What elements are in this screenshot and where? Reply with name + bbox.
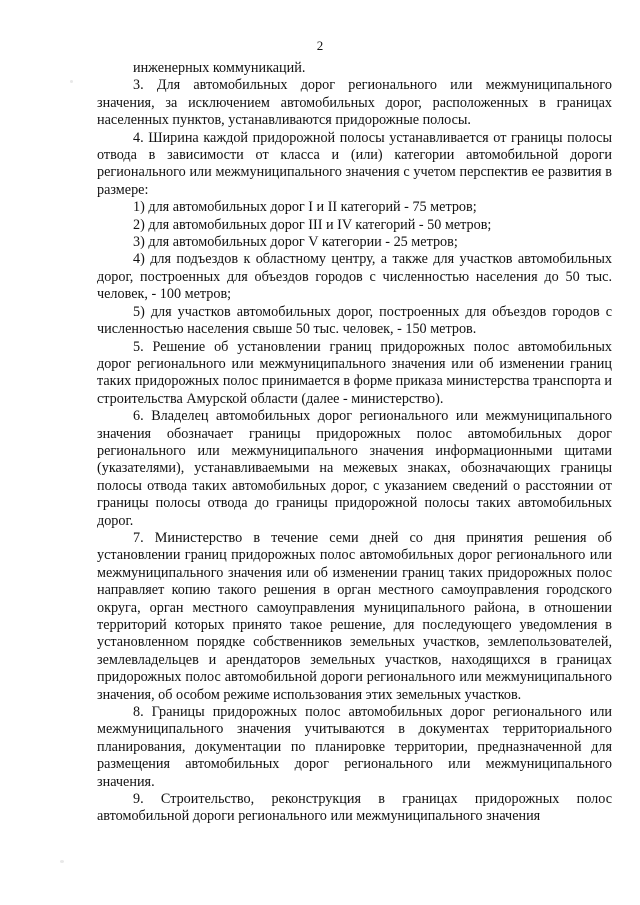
scan-speck — [60, 860, 64, 863]
paragraph-3: 3. Для автомобильных дорог регионального или межмуниципального значения, за исключением автомобильных дорог, расположенных в границах населенных пунктов, устанавливаются придорожные полосы. — [97, 77, 612, 129]
list-item-5: 5) для участков автомобильных дорог, построенных для объездов городов с численностью населения свыше 50 тыс. человек, - 150 метров. — [97, 303, 612, 338]
paragraph-5: 5. Решение об установлении границ придорожных полос автомобильных дорог регионального или межмуниципального значения или об изменении границ таких придорожных полос принимается в форме приказа министерства транспорта и строительства Амурской области (далее - министерство). — [97, 338, 612, 407]
paragraph-4: 4. Ширина каждой придорожной полосы устанавливается от границы полосы отвода в зависимости от класса и (или) категории автомобильной дороги регионального или межмуниципального значения с учетом перспектив ее развития в размере: — [97, 129, 612, 198]
paragraph-6: 6. Владелец автомобильных дорог регионального или межмуниципального значения обозначает границы придорожных полос автомобильных дорог регионального или межмуниципального значения информационными щитами (указателями), устанавливаемыми на межевых знаках, обозначающих границы полосы отвода таких автомобильных дорог, с указанием сведений о расстоянии от границы полосы отвода до границы придорожной полосы таких автомобильных дорог. — [97, 408, 612, 529]
page-number: 2 — [316, 38, 324, 53]
paragraph-7: 7. Министерство в течение семи дней со дня принятия решения об установлении границ придорожных полос автомобильных дорог регионального или межмуниципального значения или об изменении границ таких придорожных полос направляет копию такого решения в орган местного самоуправления городского округа, орган местного самоуправления муниципального района, в отношении территорий которых принято такое решение, для последующего уведомления в установленном порядке собственников земельных участков, землепользователей, землевладельцев и арендаторов земельных участков, находящихся в границах придорожных полос автомобильной дороги регионального или межмуниципального значения, об особом режиме использования этих земельных участков. — [97, 529, 612, 703]
document-body — [97, 60, 612, 826]
paragraph-continuation: инженерных коммуникаций. — [133, 60, 306, 76]
paragraph-9: 9. Строительство, реконструкция в границах придорожных полос автомобильной дороги регионального или межмуниципального значения — [97, 791, 612, 825]
scan-speck — [70, 80, 73, 83]
list-item-2: 2) для автомобильных дорог III и IV категорий - 50 метров; — [133, 216, 492, 233]
list-item-3: 3) для автомобильных дорог V категории - 25 метров; — [133, 234, 458, 251]
list-item-4: 4) для подъездов к областному центру, а также для участков автомобильных дорог, построенных для объездов городов с численностью населения до 50 тыс. человек, - 100 метров; — [97, 251, 612, 303]
paragraph-8: 8. Границы придорожных полос автомобильных дорог регионального или межмуниципального значения учитываются в документах территориального планирования, документации по планировке территории, предназначенной для размещения автомобильных дорог регионального или межмуниципального значения. — [97, 704, 612, 790]
list-item-1: 1) для автомобильных дорог I и II категорий - 75 метров; — [133, 199, 477, 216]
